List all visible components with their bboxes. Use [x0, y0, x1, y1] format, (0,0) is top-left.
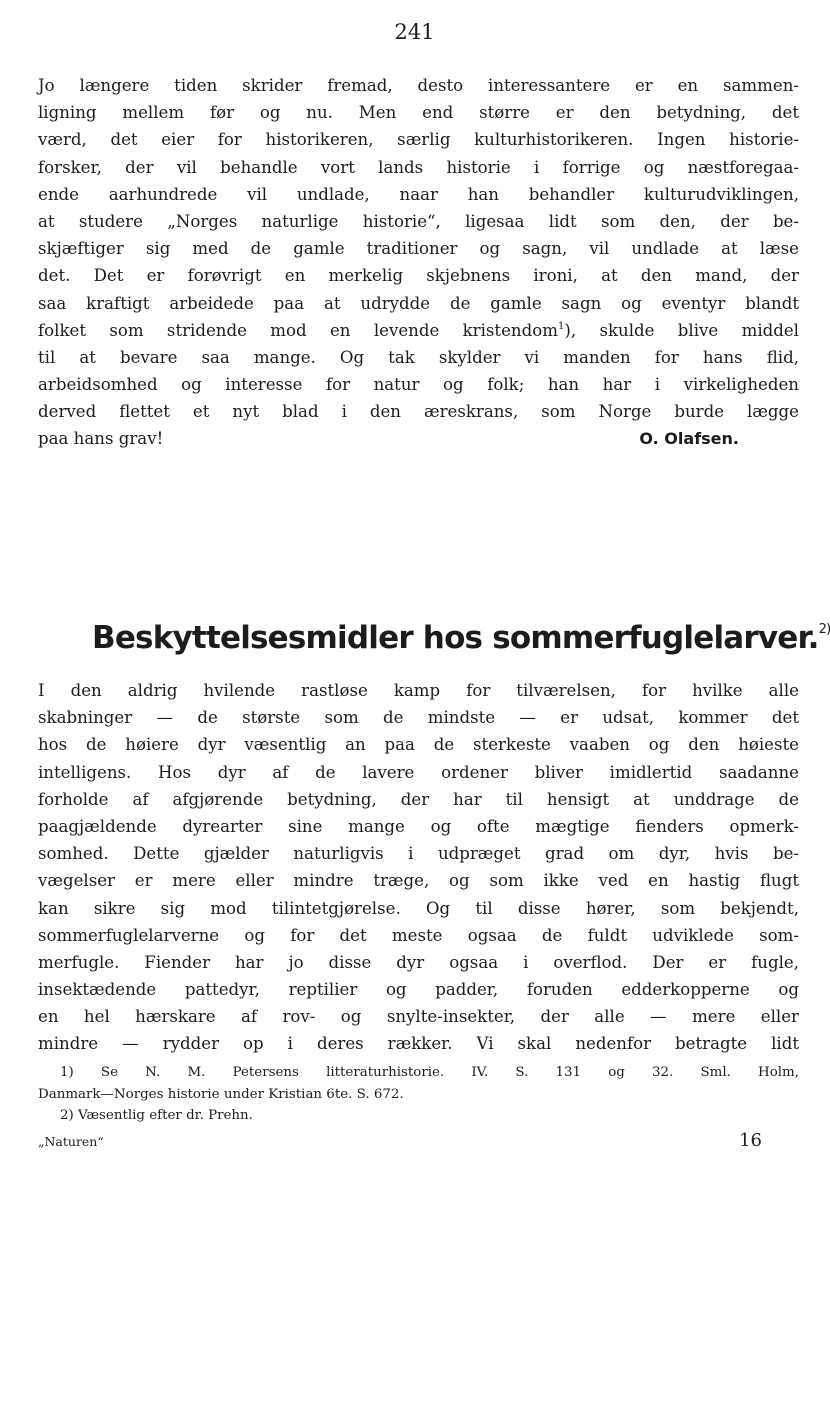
paragraph-line: skabninger — de største som de mindste — er udsat, kommer det — [38, 708, 799, 728]
paragraph-line: ende aarhundrede vil undlade, naar han behandler kulturudviklingen, — [38, 184, 799, 204]
paragraph-line: skjæftiger sig med de gamle traditioner og sagn, vil undlade at læse — [38, 239, 799, 259]
paragraph-2 — [38, 677, 799, 1058]
closing-line — [38, 425, 799, 452]
paragraph-line-with-footnote — [38, 317, 799, 344]
paragraph-line: kan sikre sig mod tilintetgjørelse. Og til disse hører, som bekjendt, — [38, 898, 799, 918]
footnote-1-mark: 1) — [60, 1065, 74, 1080]
paragraph-line: paagjældende dyrearter sine mange og ofte mægtige fienders opmerk- — [38, 816, 799, 836]
paragraph-line: værd, det eier for historikeren, særlig kulturhistorikeren. Ingen historie- — [38, 130, 799, 150]
heading-footnote-mark: 2) — [818, 622, 830, 637]
footnote-1-line-1 — [38, 1062, 799, 1084]
paragraph-line: forsker, der vil behandle vort lands historie i forrige og næstforegaa- — [38, 157, 799, 177]
paragraph-line: saa kraftigt arbeidede paa at udrydde de gamle sagn og eventyr blandt — [38, 293, 799, 313]
paragraph-line: ligning mellem før og nu. Men end større er den betydning, det — [38, 103, 799, 123]
footnote-2-mark: 2) — [60, 1108, 74, 1123]
footnote-reference-1: 1 — [557, 320, 565, 332]
heading-title: Beskyttelsesmidler hos sommerfuglelarver. — [92, 620, 819, 656]
paragraph-line: forholde af afgjørende betydning, der har til hensigt at unddrage de — [38, 789, 799, 809]
footnote-1-line-2: Danmark—Norges historie under Kristian 6te. S. 672. — [38, 1086, 404, 1102]
footnotes — [38, 1062, 799, 1127]
line-text: folket som stridende mod en levende kristendom — [38, 320, 558, 340]
article-heading — [92, 620, 830, 656]
paragraph-line: mindre — rydder op i deres rækker. Vi skal nedenfor betragte lidt — [38, 1034, 799, 1054]
paragraph-line: en hel hærskare af rov- og snylte-insekter, der alle — mere eller — [38, 1007, 799, 1027]
footnote-2 — [38, 1105, 799, 1127]
paragraph-line: insektædende pattedyr, reptilier og padder, foruden edderkopperne og — [38, 980, 799, 1000]
paragraph-line: I den aldrig hvilende rastløse kamp for tilværelsen, for hvilke alle — [38, 681, 799, 700]
line-text: ), skulde blive middel — [564, 320, 799, 340]
paragraph-line: arbeidsomhed og interesse for natur og folk; han har i virkeligheden — [38, 375, 799, 395]
paragraph-line: at studere „Norges naturlige historie“, ligesaa lidt som den, der be- — [38, 211, 799, 231]
page-number: 241 — [394, 20, 435, 44]
journal-name: „Naturen“ — [38, 1134, 104, 1149]
footnote-1-text: Se N. M. Petersens litteraturhistorie. IV. S. 131 og 32. Sml. Holm, — [100, 1065, 799, 1080]
paragraph-last-line: paa hans grav! — [38, 429, 164, 449]
paragraph-1 — [38, 72, 799, 453]
paragraph-line: somhed. Dette gjælder naturligvis i udpræget grad om dyr, hvis be- — [38, 844, 799, 864]
paragraph-line: derved flettet et nyt blad i den æreskrans, som Norge burde lægge — [38, 402, 799, 422]
paragraph-line: Jo længere tiden skrider fremad, desto interessantere er en sammen- — [38, 76, 799, 95]
paragraph-line: vægelser er mere eller mindre træge, og som ikke ved en hastig flugt — [38, 871, 799, 891]
paragraph-line: hos de høiere dyr væsentlig an paa de sterkeste vaaben og den høieste — [38, 735, 799, 755]
page-footer — [38, 1130, 762, 1151]
paragraph-line: det. Det er forøvrigt en merkelig skjebnens ironi, at den mand, der — [38, 266, 799, 286]
author-signature: O. Olafsen. — [639, 429, 739, 449]
paragraph-line: merfugle. Fiender har jo disse dyr ogsaa i overflod. Der er fugle, — [38, 952, 799, 972]
signature-number: 16 — [739, 1130, 762, 1151]
paragraph-line: til at bevare saa mange. Og tak skylder vi manden for hans flid, — [38, 347, 799, 367]
paragraph-line: sommerfuglelarverne og for det meste ogsaa de fuldt udviklede som- — [38, 925, 799, 945]
footnote-2-text: Væsentlig efter dr. Prehn. — [78, 1108, 253, 1123]
paragraph-line: intelligens. Hos dyr af de lavere ordener bliver imidlertid saadanne — [38, 762, 799, 782]
